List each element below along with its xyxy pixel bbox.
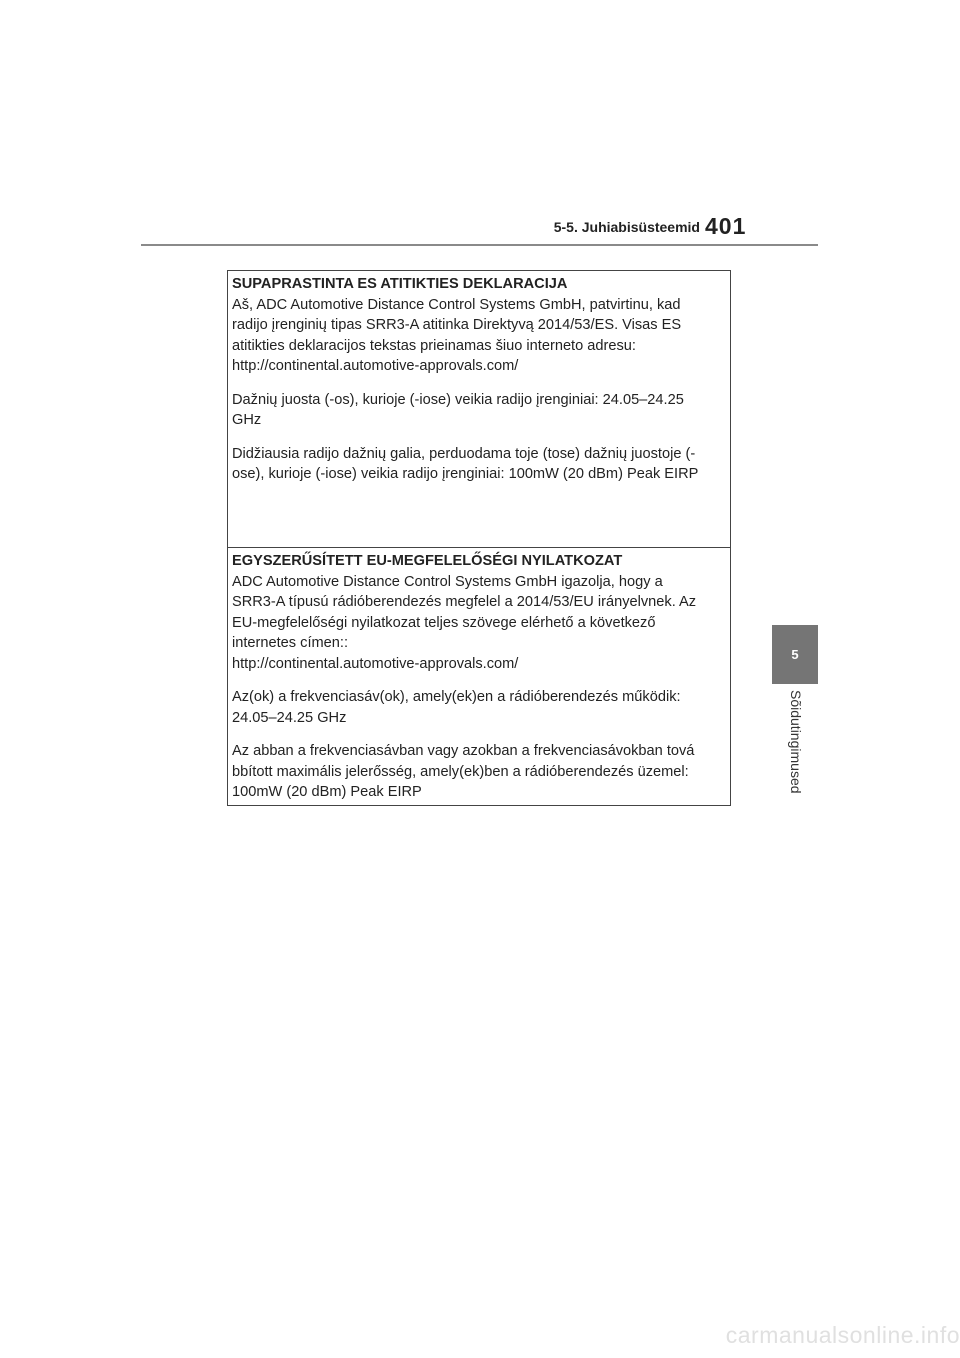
declaration-paragraph: Didžiausia radijo dažnių galia, perduodama toje (tose) dažnių juostoje (- ose), kurioje (-iose) veikia radijo įrenginiai: 100mW (20 dBm) Peak EIRP bbox=[232, 445, 699, 482]
lithuanian-declaration-box bbox=[227, 270, 731, 548]
declaration-title: SUPAPRASTINTA ES ATITIKTIES DEKLARACIJA bbox=[232, 276, 568, 292]
hungarian-declaration-box bbox=[227, 547, 731, 806]
section-title: 5-5. Juhiabisüsteemid bbox=[553, 219, 700, 235]
chapter-tab[interactable] bbox=[772, 625, 818, 684]
declaration-paragraph: ADC Automotive Distance Control Systems GmbH igazolja, hogy a SRR3-A típusú rádióberendezés megfelel a 2014/53/EU irányelvnek. Az EU-megfelelőségi nyilatkozat teljes szövege elérhető a következő internetes címen:: http://continental.automotive-approvals.com/ bbox=[232, 573, 697, 672]
declaration-paragraph: Az abban a frekvenciasávban vagy azokban a frekvenciasávokban tová bbított maximális jelerősség, amely(ek)ben a rádióberendezés üzemel: 100mW (20 dBm) Peak EIRP bbox=[232, 743, 695, 800]
watermark: carmanualsonline.info bbox=[725, 1322, 960, 1348]
header-divider bbox=[141, 244, 818, 246]
page-number: 401 bbox=[705, 213, 747, 239]
chapter-label: Sõidutingimused bbox=[788, 690, 804, 794]
chapter-number: 5 bbox=[791, 647, 799, 662]
declaration-title: EGYSZERŰSÍTETT EU-MEGFELELŐSÉGI NYILATKOZAT bbox=[232, 553, 623, 569]
declaration-paragraph: Aš, ADC Automotive Distance Control Systems GmbH, patvirtinu, kad radijo įrenginių tipas SRR3-A atitinka Direktyvą 2014/53/ES. Visas ES atitikties deklaracijos tekstas prieinamas šiuo interneto adresu: http://continental.automotive-approvals.com/ bbox=[232, 296, 682, 374]
declaration-paragraph: Az(ok) a frekvenciasáv(ok), amely(ek)en a rádióberendezés működik: 24.05–24.25 GHz bbox=[232, 689, 681, 726]
declaration-paragraph: Dažnių juosta (-os), kurioje (-iose) veikia radijo įrenginiai: 24.05–24.25 GHz bbox=[232, 391, 684, 428]
